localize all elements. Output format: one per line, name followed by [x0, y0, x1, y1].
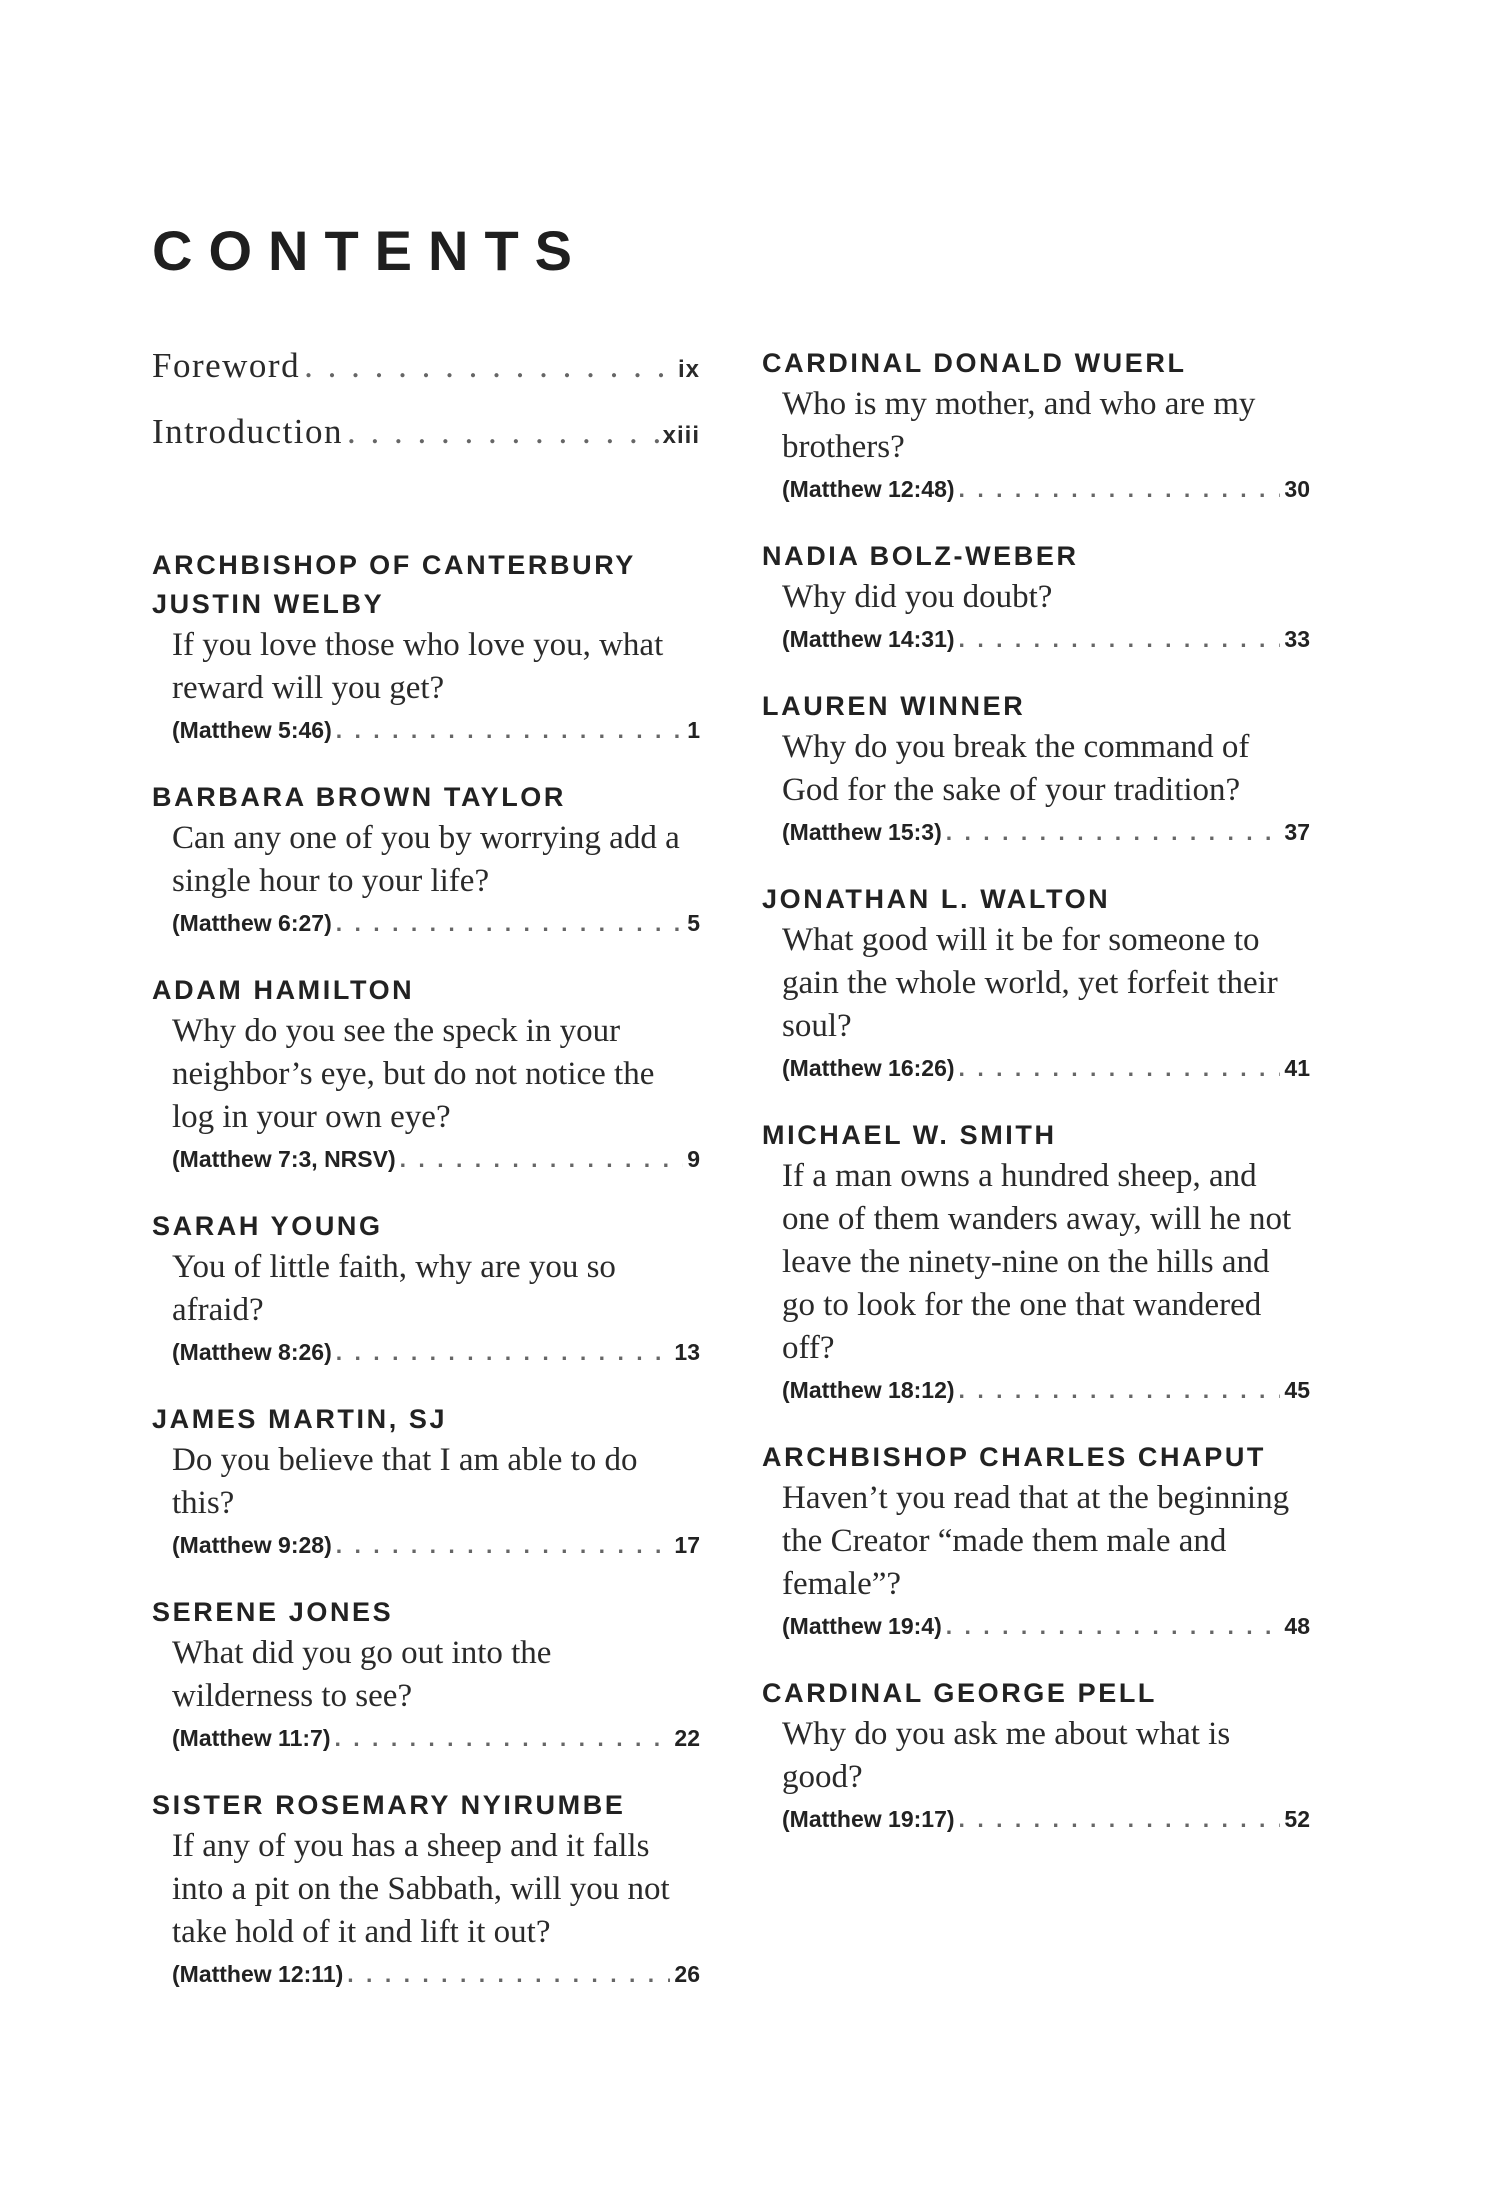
toc-entry[interactable]: [762, 1116, 1310, 1410]
toc-question: If you love those who love you, what reward will you get?: [172, 627, 664, 706]
toc-question: Who is my mother, and who are my brothers?: [782, 386, 1256, 465]
toc-author: BARBARA BROWN TAYLOR: [152, 782, 566, 812]
toc-scripture-reference: (Matthew 16:26): [782, 1055, 955, 1081]
toc-entry[interactable]: [152, 971, 700, 1179]
toc-reference-line: [152, 1718, 700, 1758]
toc-question: If any of you has a sheep and it falls into a pit on the Sabbath, will you not take hold of it and lift it out?: [172, 1828, 670, 1950]
toc-scripture-reference: (Matthew 9:28): [172, 1532, 332, 1558]
toc-question: What did you go out into the wilderness to see?: [172, 1635, 552, 1714]
toc-entry[interactable]: [152, 1593, 700, 1758]
toc-entry[interactable]: [762, 880, 1310, 1088]
toc-scripture-reference: (Matthew 19:4): [782, 1613, 942, 1639]
toc-reference-line: [152, 1139, 700, 1179]
toc-question: Why did you doubt?: [782, 579, 1053, 615]
leader-dots: [304, 346, 674, 386]
toc-reference-line: [762, 1370, 1310, 1410]
contents-left-column: [152, 346, 700, 2022]
toc-page-number: 22: [674, 1725, 700, 1751]
toc-front-entry-foreword[interactable]: [152, 346, 700, 412]
toc-scripture-reference: (Matthew 12:11): [172, 1961, 344, 1987]
toc-author: ARCHBISHOP CHARLES CHAPUT: [762, 1442, 1267, 1472]
toc-entry[interactable]: [762, 344, 1310, 509]
toc-entry[interactable]: [762, 687, 1310, 852]
toc-front-entry-introduction[interactable]: [152, 412, 700, 478]
toc-page-number: 48: [1284, 1613, 1310, 1639]
page-title: CONTENTS: [152, 219, 588, 282]
toc-author: JAMES MARTIN, SJ: [152, 1404, 448, 1434]
toc-author: SISTER ROSEMARY NYIRUMBE: [152, 1790, 626, 1820]
toc-reference-line: [152, 1332, 700, 1372]
leader-dots: [336, 903, 683, 943]
toc-author: SARAH YOUNG: [152, 1211, 383, 1241]
toc-entry[interactable]: [152, 1400, 700, 1565]
toc-scripture-reference: (Matthew 12:48): [782, 476, 955, 502]
toc-scripture-reference: (Matthew 15:3): [782, 819, 942, 845]
toc-question: Why do you see the speck in your neighbor’s eye, but do not notice the log in your own eye?: [172, 1013, 655, 1135]
toc-reference-line: [762, 1606, 1310, 1646]
toc-reference-line: [762, 1799, 1310, 1839]
leader-dots: [400, 1139, 684, 1179]
toc-author: NADIA BOLZ-WEBER: [762, 541, 1079, 571]
toc-scripture-reference: (Matthew 7:3, NRSV): [172, 1146, 396, 1172]
leader-dots: [959, 1048, 1281, 1088]
toc-scripture-reference: (Matthew 19:17): [782, 1806, 955, 1832]
toc-page-number: 13: [674, 1339, 700, 1365]
toc-author: LAUREN WINNER: [762, 691, 1026, 721]
toc-author: MICHAEL W. SMITH: [762, 1120, 1057, 1150]
toc-front-label: Introduction: [152, 412, 344, 451]
toc-page-number: 9: [687, 1146, 700, 1172]
leader-dots: [347, 412, 659, 452]
toc-question: Why do you ask me about what is good?: [782, 1716, 1231, 1795]
toc-reference-line: [762, 1048, 1310, 1088]
toc-reference-line: [762, 469, 1310, 509]
leader-dots: [959, 469, 1281, 509]
toc-question: Can any one of you by worrying add a single hour to your life?: [172, 820, 680, 899]
toc-page-number: xiii: [662, 422, 700, 449]
leader-dots: [336, 1525, 671, 1565]
toc-entry[interactable]: [152, 778, 700, 943]
leader-dots: [946, 812, 1281, 852]
toc-page-number: 5: [687, 910, 700, 936]
toc-page-number: 52: [1284, 1806, 1310, 1832]
toc-entry[interactable]: [152, 1207, 700, 1372]
toc-page-number: 41: [1284, 1055, 1310, 1081]
leader-dots: [336, 710, 683, 750]
toc-reference-line: [152, 1954, 700, 1994]
toc-entry[interactable]: [152, 546, 700, 750]
toc-question: Do you believe that I am able to do this?: [172, 1442, 638, 1521]
toc-entry[interactable]: [762, 1674, 1310, 1839]
toc-question: Haven’t you read that at the beginning the Creator “made them male and female”?: [782, 1480, 1290, 1602]
toc-question: You of little faith, why are you so afraid?: [172, 1249, 616, 1328]
leader-dots: [347, 1954, 670, 1994]
toc-entry[interactable]: [762, 1438, 1310, 1646]
toc-page-number: 45: [1284, 1377, 1310, 1403]
toc-author: ARCHBISHOP OF CANTERBURY JUSTIN WELBY: [152, 550, 636, 619]
toc-page-number: 26: [674, 1961, 700, 1987]
toc-question: If a man owns a hundred sheep, and one of them wanders away, will he not leave the ninety-nine on the hills and go to look for the one that wandered off?: [782, 1158, 1292, 1366]
toc-scripture-reference: (Matthew 6:27): [172, 910, 332, 936]
toc-scripture-reference: (Matthew 14:31): [782, 626, 955, 652]
toc-front-label: Foreword: [152, 346, 301, 385]
toc-scripture-reference: (Matthew 18:12): [782, 1377, 955, 1403]
toc-page-number: ix: [677, 356, 700, 383]
toc-scripture-reference: (Matthew 8:26): [172, 1339, 332, 1365]
toc-question: What good will it be for someone to gain the whole world, yet forfeit their soul?: [782, 922, 1278, 1044]
toc-reference-line: [152, 1525, 700, 1565]
toc-entry[interactable]: [762, 537, 1310, 659]
toc-author: JONATHAN L. WALTON: [762, 884, 1111, 914]
toc-author: ADAM HAMILTON: [152, 975, 415, 1005]
toc-page-number: 37: [1284, 819, 1310, 845]
leader-dots: [946, 1606, 1281, 1646]
toc-author: CARDINAL DONALD WUERL: [762, 348, 1187, 378]
toc-author: CARDINAL GEORGE PELL: [762, 1678, 1158, 1708]
toc-question: Why do you break the command of God for the sake of your tradition?: [782, 729, 1250, 808]
leader-dots: [959, 619, 1281, 659]
toc-reference-line: [762, 619, 1310, 659]
toc-author: SERENE JONES: [152, 1597, 394, 1627]
toc-page-number: 33: [1284, 626, 1310, 652]
contents-right-column: [762, 344, 1310, 1867]
toc-page-number: 1: [687, 717, 700, 743]
toc-page-number: 30: [1284, 476, 1310, 502]
leader-dots: [959, 1370, 1281, 1410]
toc-scripture-reference: (Matthew 5:46): [172, 717, 332, 743]
toc-list-left: [152, 546, 700, 1994]
toc-scripture-reference: (Matthew 11:7): [172, 1725, 331, 1751]
leader-dots: [336, 1332, 671, 1372]
toc-reference-line: [762, 812, 1310, 852]
toc-list-right: [762, 344, 1310, 1839]
toc-reference-line: [152, 903, 700, 943]
toc-entry[interactable]: [152, 1786, 700, 1994]
leader-dots: [959, 1799, 1281, 1839]
toc-page-number: 17: [674, 1532, 700, 1558]
leader-dots: [334, 1718, 670, 1758]
toc-reference-line: [152, 710, 700, 750]
